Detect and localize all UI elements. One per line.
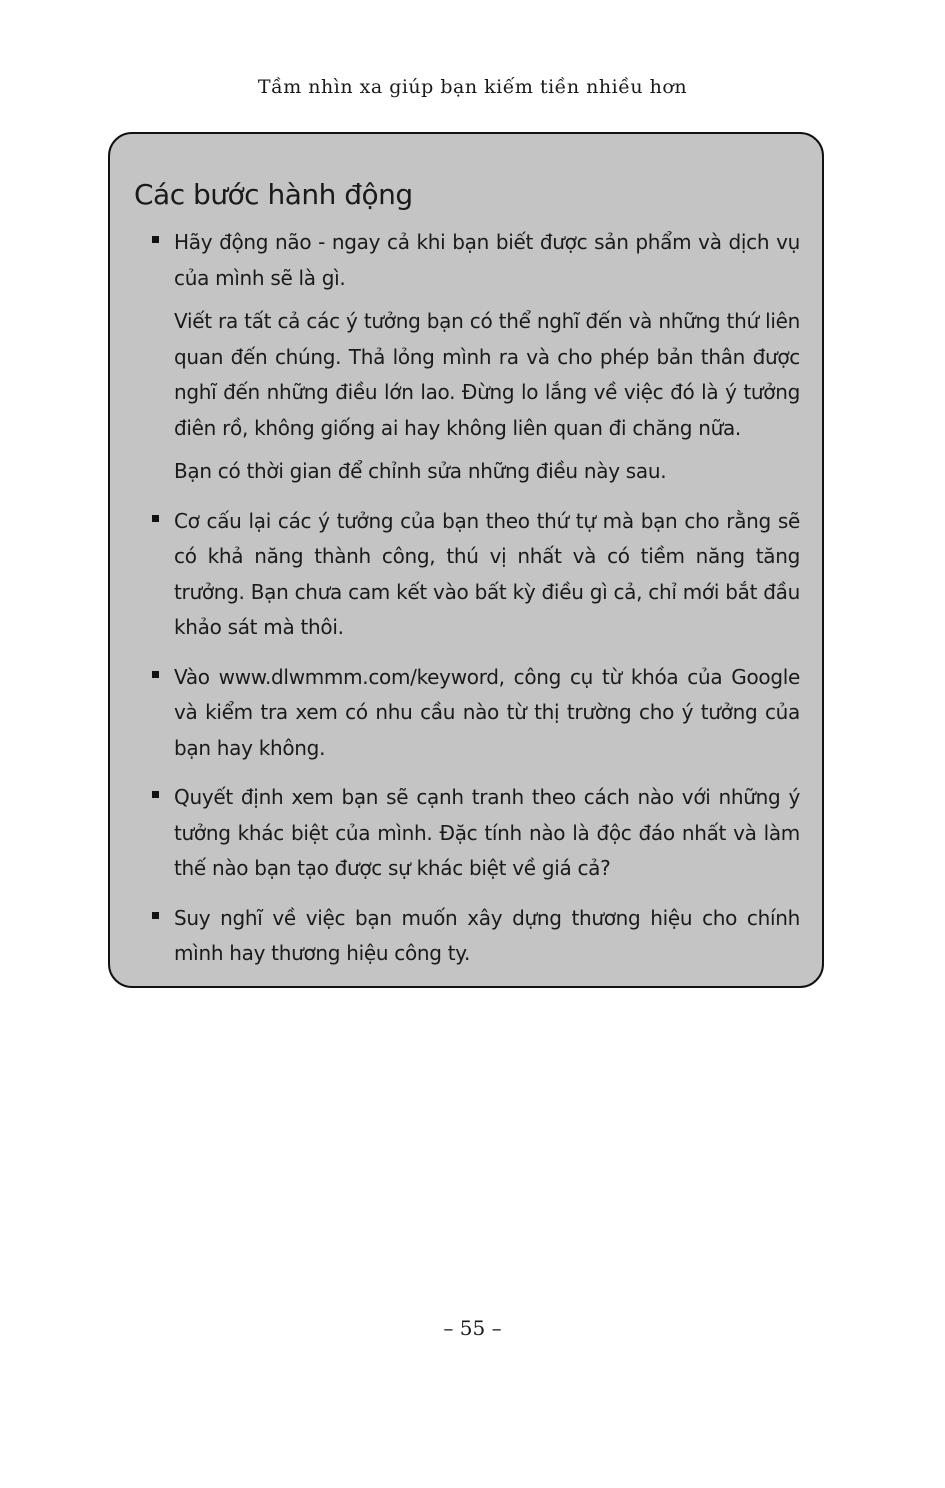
square-bullet-icon	[152, 515, 159, 522]
box-title: Các bước hành động	[134, 178, 413, 211]
square-bullet-icon	[152, 791, 159, 798]
list-item-text: Hãy động não - ngay cả khi bạn biết được sản phẩm và dịch vụ của mình sẽ là gì.	[174, 230, 800, 290]
square-bullet-icon	[152, 236, 159, 243]
list-item	[134, 660, 800, 767]
list-item-text: Quyết định xem bạn sẽ cạnh tranh theo cách nào với những ý tưởng khác biệt của mình. Đặc tính nào là độc đáo nhất và làm thế nào bạn tạo được sự khác biệt về giá cả?	[174, 785, 800, 880]
page-number: – 55 –	[443, 1316, 502, 1340]
list-item	[134, 504, 800, 646]
list-item-text: Vào www.dlwmmm.com/keyword, công cụ từ khóa của Google và kiểm tra xem có nhu cầu nào từ thị trường cho ý tưởng của bạn hay không.	[174, 664, 800, 760]
list-item	[134, 901, 800, 972]
action-steps-list	[134, 225, 800, 972]
list-item-text: Suy nghĩ về việc bạn muốn xây dựng thương hiệu cho chính mình hay thương hiệu công ty.	[174, 905, 800, 965]
action-steps-box	[108, 132, 824, 988]
square-bullet-icon	[152, 671, 159, 678]
list-item-text: Cơ cấu lại các ý tưởng của bạn theo thứ tự mà bạn cho rằng sẽ có khả năng thành công, thú vị nhất và có tiềm năng tăng trưởng. Bạn chưa cam kết vào bất kỳ điều gì cả, chỉ mới bắt đầu khảo sát mà thôi.	[174, 508, 800, 639]
list-item-text: Bạn có thời gian để chỉnh sửa những điều này sau.	[174, 459, 667, 483]
square-bullet-icon	[152, 912, 159, 919]
list-item-text: Viết ra tất cả các ý tưởng bạn có thể nghĩ đến và những thứ liên quan đến chúng. Thả lỏng mình ra và cho phép bản thân được nghĩ đến những điều lớn lao. Đừng lo lắng về việc đó là ý tưởng điên rồ, không giống ai hay không liên quan đi chăng nữa.	[174, 309, 800, 440]
list-item	[134, 225, 800, 490]
list-item	[134, 780, 800, 887]
running-header: Tầm nhìn xa giúp bạn kiếm tiền nhiều hơn	[257, 76, 688, 98]
